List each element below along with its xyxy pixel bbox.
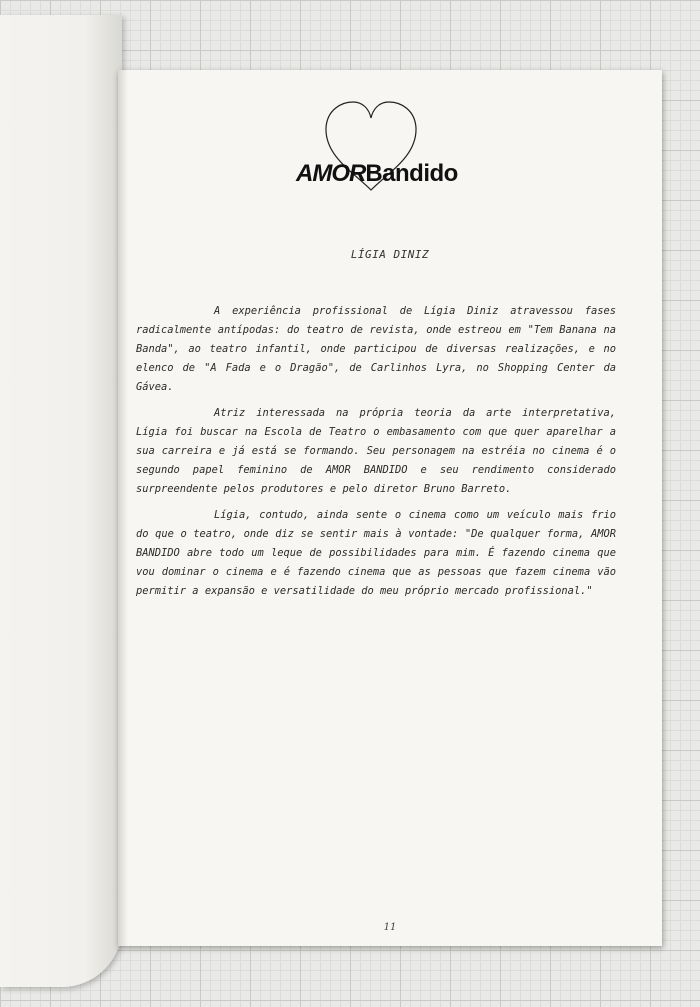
logo-amor-text: AMOR bbox=[296, 160, 366, 187]
logo-wordmark bbox=[296, 160, 486, 188]
page-number: 11 bbox=[383, 922, 397, 933]
logo-bandido-text: Bandido bbox=[365, 160, 458, 187]
amor-bandido-logo bbox=[118, 98, 662, 193]
paragraph-1: A experiência profissional de Lígia Diniz atravessou fases radicalmente antípodas: do teatro de revista, onde estreou em "Tem Banana na Banda", ao teatro infantil, onde participou de diversas realizações, e no elenco de "A Fada e o Dragão", de Carlinhos Lyra, no Shopping Center da Gávea. bbox=[136, 305, 616, 393]
paragraph-3: Lígia, contudo, ainda sente o cinema como um veículo mais frio do que o teatro, onde diz se sentir mais à vontade: "De qualquer forma, AMOR BANDIDO abre todo um leque de possibilidades para mim. É fazendo cinema que vou dominar o cinema e é fazendo cinema que as pessoas que fazem cinema vão permitir a expansão e versatilidade do meu próprio mercado profissional." bbox=[136, 509, 616, 597]
document-page bbox=[118, 70, 662, 946]
facing-page bbox=[0, 15, 122, 987]
body-text bbox=[136, 302, 616, 608]
page-title: LÍGIA DINIZ bbox=[350, 248, 430, 261]
paragraph-2: Atriz interessada na própria teoria da arte interpretativa, Lígia foi buscar na Escola de Teatro o embasamento com que quer aparelhar a sua carreira e já está se formando. Seu personagem na estréia no cinema é o segundo papel feminino de AMOR BANDIDO e seu rendimento considerado surpreendente pelos produtores e pelo diretor Bruno Barreto. bbox=[136, 407, 616, 495]
page-spine-shadow bbox=[118, 70, 128, 946]
